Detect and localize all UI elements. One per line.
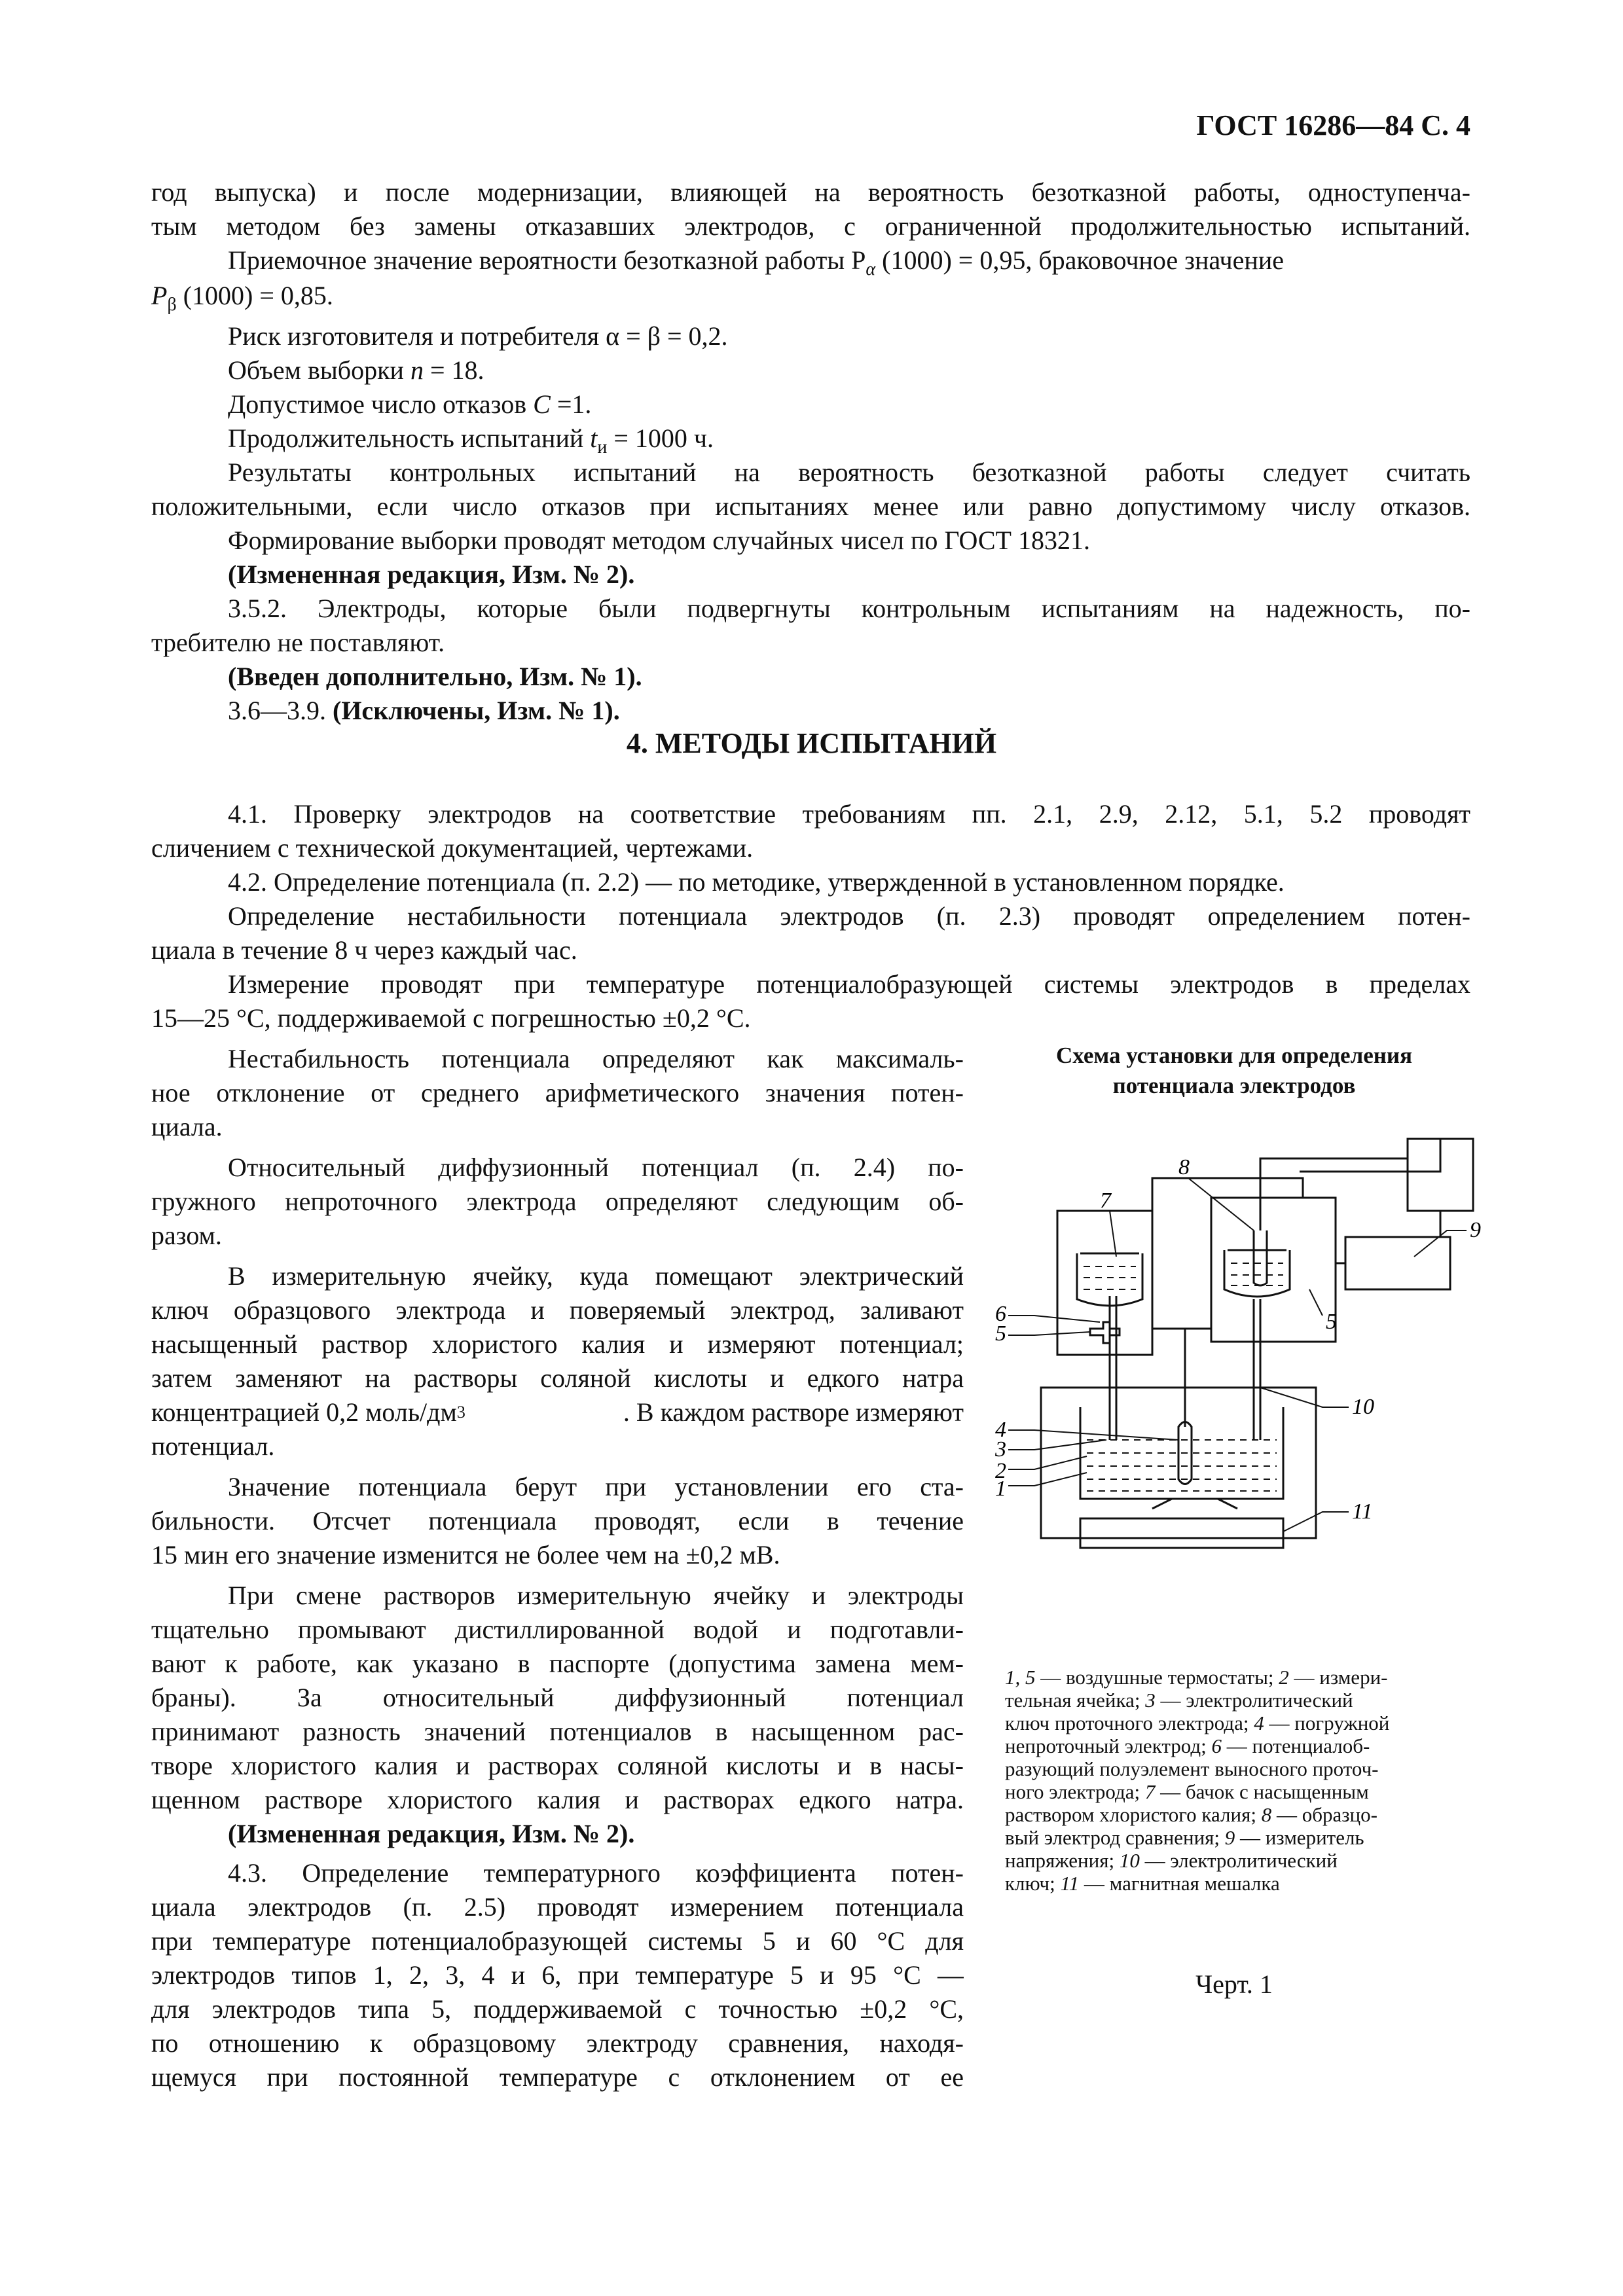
text-line: Результаты контрольных испытаний на вероятность безотказной работы следует считать <box>228 457 1470 487</box>
text-line: Риск изготовителя и потребителя α = β = 0,2. <box>228 321 728 351</box>
text-line: циала электродов (п. 2.5) проводят измерением потенциала <box>151 1892 964 1922</box>
figure-caption-line: вый электрод сравнения; 9 — измеритель <box>1005 1826 1364 1849</box>
text-line: положительными, если число отказов при испытаниях менее или равно допустимому числу отказов. <box>151 492 1470 521</box>
label-8: 8 <box>1178 1155 1190 1179</box>
text-line: ключ образцового электрода и поверяемый электрод, заливают <box>151 1295 964 1325</box>
text-line: циала в течение 8 ч через каждый час. <box>151 935 577 965</box>
figure-caption-line: ключ проточного электрода; 4 — погружной <box>1005 1712 1390 1734</box>
label-4: 4 <box>995 1418 1006 1442</box>
amendment-note: (Измененная редакция, Изм. № 2). <box>228 1819 635 1848</box>
page-header: ГОСТ 16286—84 С. 4 <box>1196 109 1470 141</box>
text-line: затем заменяют на растворы соляной кислоты и едкого натра <box>151 1363 964 1393</box>
figure-caption-line: напряжения; 10 — электролитический <box>1005 1849 1338 1872</box>
text-line: принимают разность значений потенциалов в насыщенном рас- <box>151 1717 964 1746</box>
text-line: тщательно промывают дистиллированной водой и подготавли- <box>151 1615 964 1644</box>
section-title: 4. МЕТОДЫ ИСПЫТАНИЙ <box>626 727 997 759</box>
text-line: ное отклонение от среднего арифметического значения потен- <box>151 1078 964 1107</box>
measurement-setup-diagram <box>995 1132 1493 1604</box>
text-line: 4.3. Определение температурного коэффициента потен- <box>228 1858 964 1888</box>
text-line: бильности. Отсчет потенциала проводят, если в течение <box>151 1506 964 1535</box>
text-line: Продолжительность испытаний $t_и = 1000$ ч. <box>228 423 714 457</box>
text-line: Нестабильность потенциала определяют как максималь- <box>228 1044 964 1073</box>
text-line: Относительный диффузионный потенциал (п. 2.4) по- <box>228 1153 964 1182</box>
text-line: сличением с технической документацией, чертежами. <box>151 833 754 863</box>
figure-number: Черт. 1 <box>1195 1969 1273 1999</box>
figure-caption-line: непроточный электрод; 6 — потенциалоб- <box>1005 1734 1370 1757</box>
text-line: Определение нестабильности потенциала электродов (п. 2.3) проводят определением потен- <box>228 901 1470 931</box>
figure-caption-line: 1, 5 — воздушные термостаты; 2 — измери- <box>1005 1666 1388 1689</box>
text-line: насыщенный раствор хлористого калия и измеряют потенциал; <box>151 1329 964 1359</box>
label-6: 6 <box>995 1302 1006 1326</box>
amendment-note: (Измененная редакция, Изм. № 2). <box>228 560 635 589</box>
label-2: 2 <box>995 1459 1006 1483</box>
voltage-meter <box>1345 1237 1450 1289</box>
figure-caption-line: ного электрода; 7 — бачок с насыщенным <box>1005 1780 1369 1803</box>
text-line: 15—25 °С, поддерживаемой с погрешностью ±0,2 °С. <box>151 1003 751 1033</box>
text-line: щемуся при постоянной температуре с отклонением от ее <box>151 2062 964 2092</box>
figure-caption-line: раствором хлористого калия; 8 — образцо- <box>1005 1803 1377 1826</box>
text-line: требителю не поставляют. <box>151 628 445 657</box>
text-line: Значение потенциала берут при установлении его ста- <box>228 1472 964 1501</box>
text-line: В измерительную ячейку, куда помещают электрический <box>228 1261 964 1291</box>
text-line: 15 мин его значение изменится не более чем на ±0,2 мВ. <box>151 1540 780 1570</box>
text-line: по отношению к образцовому электроду сравнения, находя- <box>151 2028 964 2058</box>
text-line: тым методом без замены отказавших электродов, с ограниченной продолжительностью испытаний. <box>151 211 1470 241</box>
text-line: циала. <box>151 1112 223 1141</box>
label-7: 7 <box>1100 1189 1111 1213</box>
text-line: $P_\beta$ (1000) = 0,85. <box>151 281 333 315</box>
figure-caption-line: тельная ячейка; 3 — электролитический <box>1005 1689 1353 1712</box>
text-line: 4.2. Определение потенциала (п. 2.2) — по методике, утвержденной в установленном порядке. <box>228 867 1285 897</box>
text-line: концентрацией 0,2 моль/дм 3 . В каждом растворе измеряют <box>151 1397 964 1427</box>
text-line: при температуре потенциалобразующей системы 5 и 60 °С для <box>151 1926 964 1956</box>
text-line: разом. <box>151 1221 222 1250</box>
text-line: При смене растворов измерительную ячейку и электроды <box>228 1581 964 1610</box>
label-11: 11 <box>1352 1499 1373 1524</box>
figure-title: Схема установки для определения <box>1055 1043 1413 1068</box>
text-line: потенциал. <box>151 1431 275 1461</box>
figure-caption-line: разующий полуэлемент выносного проточ- <box>1005 1757 1379 1780</box>
text-line: Допустимое число отказов C =1. <box>228 389 592 419</box>
figure-title: потенциала электродов <box>1112 1073 1356 1098</box>
text-line: 3.5.2. Электроды, которые были подвергнуты контрольным испытаниям на надежность, по- <box>228 594 1470 623</box>
text-line: Формирование выборки проводят методом случайных чисел по ГОСТ 18321. <box>228 526 1090 555</box>
text-line: электродов типов 1, 2, 3, 4 и 6, при температуре 5 и 95 °С — <box>151 1960 964 1990</box>
text-line: 4.1. Проверку электродов на соответствие требованиям пп. 2.1, 2.9, 2.12, 5.1, 5.2 проводят <box>228 799 1470 829</box>
label-5: 5 <box>995 1321 1006 1346</box>
label-1: 1 <box>995 1477 1006 1501</box>
reference-electrode-vessel <box>1224 1250 1290 1297</box>
text-line: творе хлористого калия и растворах соляной кислоты и в насы- <box>151 1751 964 1780</box>
thermostat-right <box>1211 1198 1336 1342</box>
half-element <box>1090 1322 1120 1343</box>
label-5-right: 5 <box>1326 1310 1337 1334</box>
text-line: Измерение проводят при температуре потенциалобразующей системы электродов в пределах <box>228 969 1470 999</box>
text-line: год выпуска) и после модернизации, влияющей на вероятность безотказной работы, одноступенча- <box>151 177 1470 207</box>
text-line: браны). За относительный диффузионный потенциал <box>151 1683 964 1712</box>
text-line: Объем выборки n = 18. <box>228 355 484 385</box>
magnetic-stirrer <box>1080 1518 1283 1548</box>
text-line: 3.6—3.9. (Исключены, Изм. № 1). <box>228 696 620 725</box>
label-9: 9 <box>1470 1218 1481 1242</box>
text-line: щенном растворе хлористого калия и растворах едкого натра. <box>151 1785 964 1814</box>
figure-caption-line: ключ; 11 — магнитная мешалка <box>1005 1872 1280 1895</box>
text-line: для электродов типа 5, поддерживаемой с точностью ±0,2 °С, <box>151 1994 964 2024</box>
text-line: вают к работе, как указано в паспорте (допустима замена мем- <box>151 1649 964 1678</box>
text-line: Приемочное значение вероятности безотказной работы $P_\alpha$ (1000) = 0,95, браковочное значение <box>228 245 1284 279</box>
label-10: 10 <box>1352 1395 1374 1419</box>
amendment-note: (Введен дополнительно, Изм. № 1). <box>228 662 642 691</box>
text-line: гружного непроточного электрода определяют следующим об- <box>151 1187 964 1216</box>
label-3: 3 <box>995 1437 1006 1462</box>
